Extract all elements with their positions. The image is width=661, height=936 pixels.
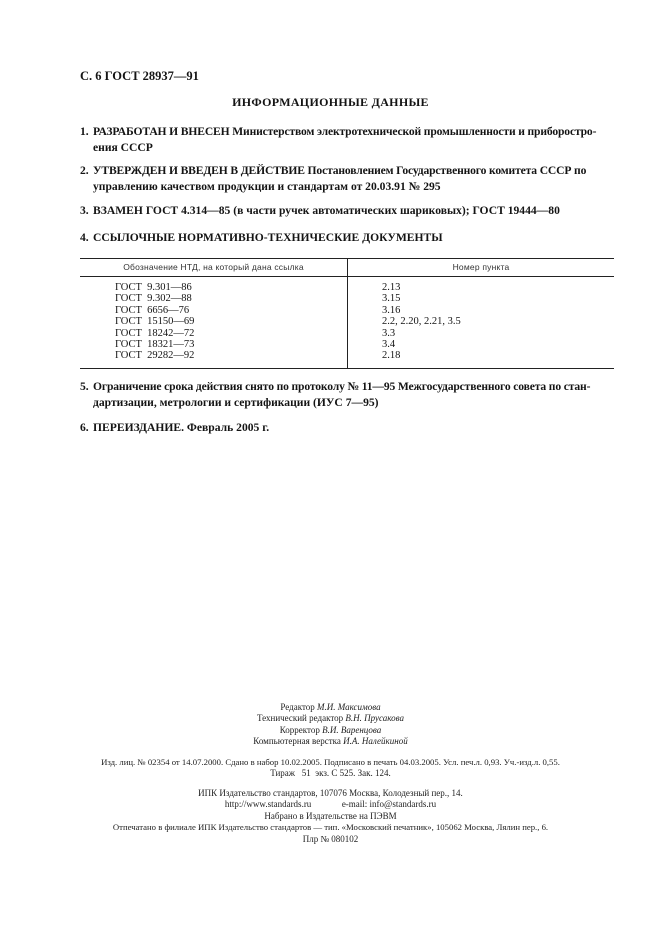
item-text-line: Ограничение срока действия снято по протоколу № 11—95 Межгосударственного совета по стан- xyxy=(93,380,591,393)
table-cell-clause: 2.2, 2.20, 2.21, 3.5 xyxy=(382,316,461,328)
page-header: С. 6 ГОСТ 28937—91 xyxy=(80,69,199,83)
item-number: 4. xyxy=(80,231,89,244)
publisher-typeset-note: Набрано в Издательстве на ПЭВМ xyxy=(264,810,397,821)
table-column-divider xyxy=(347,258,348,369)
publisher-printing-note: Отпечатано в филиале ИПК Издательство стандартов — тип. «Московский печатник», 105062 Москва, Лялин пер., 6. xyxy=(112,822,549,833)
credit-layout: Компьютерная верстка И.А. Налейкиной xyxy=(253,736,408,747)
item-number: 6. xyxy=(80,421,89,434)
item-text-line: ения СССР xyxy=(93,140,153,154)
print-info-block xyxy=(0,757,661,780)
table-cell-clause: 3.15 xyxy=(382,293,401,305)
info-item-5 xyxy=(80,379,616,410)
table-cell-clause: 3.3 xyxy=(382,327,396,339)
table-cell-document: ГОСТ 18321—73 xyxy=(115,339,195,351)
table-header-clause: Номер пункта xyxy=(452,262,510,272)
item-text-line: РАЗРАБОТАН И ВНЕСЕН Министерством электротехнической промышленности и приборостро- xyxy=(93,125,597,138)
item-number: 2. xyxy=(80,164,89,177)
info-item-3 xyxy=(80,203,616,219)
publisher-website[interactable]: http://www.standards.ru xyxy=(224,799,312,810)
item-text-line: управлению качеством продукции и стандартам от 20.03.91 № 295 xyxy=(93,179,441,193)
table-cell-clause: 3.4 xyxy=(382,339,396,351)
table-cell-document: ГОСТ 15150—69 xyxy=(115,316,195,328)
table-cell-document: ГОСТ 6656—76 xyxy=(115,304,190,316)
item-number: 1. xyxy=(80,125,89,138)
info-item-1 xyxy=(80,124,616,155)
table-cell-document: ГОСТ 9.301—86 xyxy=(115,282,192,293)
item-text-line: ССЫЛОЧНЫЕ НОРМАТИВНО-ТЕХНИЧЕСКИЕ ДОКУМЕНТЫ xyxy=(93,231,443,244)
print-info-line: Изд. лиц. № 02354 от 14.07.2000. Сдано в набор 10.02.2005. Подписано в печать 04.03.2005. Усл. печ.л. 0,93. Уч.-изд.л. 0,55. xyxy=(101,757,560,767)
section-title: ИНФОРМАЦИОННЫЕ ДАННЫЕ xyxy=(232,95,429,109)
table-column-documents xyxy=(115,282,194,362)
item-text-line: ВЗАМЕН ГОСТ 4.314—85 (в части ручек автоматических шариковых); ГОСТ 19444—80 xyxy=(93,204,560,217)
info-item-2 xyxy=(80,163,616,194)
publisher-block xyxy=(0,788,661,845)
item-text-line: ПЕРЕИЗДАНИЕ. Февраль 2005 г. xyxy=(93,421,270,434)
credit-corrector: Корректор В.И. Варенцова xyxy=(279,724,382,735)
print-info-line: Тираж 51 экз. С 525. Зак. 124. xyxy=(270,768,391,779)
reference-table xyxy=(80,258,614,369)
table-column-clauses xyxy=(382,282,461,362)
item-text-line: УТВЕРЖДЕН И ВВЕДЕН В ДЕЙСТВИЕ Постановлением Государственного комитета СССР по xyxy=(93,164,587,177)
info-item-4 xyxy=(80,230,616,246)
table-cell-document: ГОСТ 9.302—88 xyxy=(115,293,192,305)
credit-editor: Редактор М.И. Максимова xyxy=(280,702,381,712)
credit-tech-editor: Технический редактор В.Н. Прусакова xyxy=(256,713,405,724)
publisher-address: ИПК Издательство стандартов, 107076 Москва, Колодезный пер., 14. xyxy=(198,788,463,798)
credits-block xyxy=(0,702,661,748)
publisher-license: Плр № 080102 xyxy=(302,833,359,844)
publisher-contacts xyxy=(0,799,661,810)
table-cell-document: ГОСТ 18242—72 xyxy=(115,327,195,339)
item-number: 3. xyxy=(80,204,89,217)
table-cell-document: ГОСТ 29282—92 xyxy=(115,350,195,362)
item-text-line: дартизации, метрологии и сертификации (ИУС 7—95) xyxy=(93,395,379,409)
item-number: 5. xyxy=(80,380,89,393)
table-header-document: Обозначение НТД, на который дана ссылка xyxy=(123,262,304,272)
publisher-email[interactable]: e-mail: info@standards.ru xyxy=(341,799,437,810)
table-cell-clause: 2.13 xyxy=(382,282,401,293)
table-cell-clause: 3.16 xyxy=(382,304,401,316)
table-cell-clause: 2.18 xyxy=(382,350,401,362)
info-item-6 xyxy=(80,420,616,436)
